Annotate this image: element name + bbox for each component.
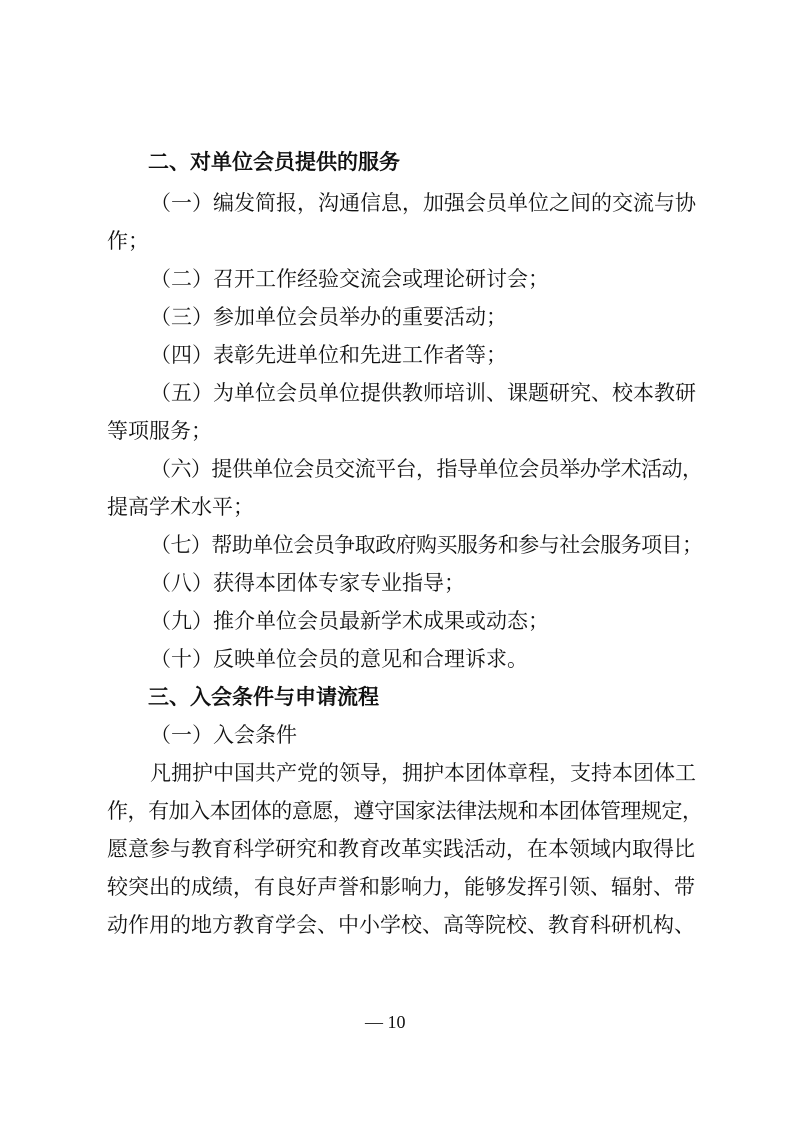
list-item-1: （一）编发简报，沟通信息，加强会员单位之间的交流与协 <box>150 191 696 215</box>
list-item-3: （三）参加单位会员举办的重要活动； <box>150 305 507 329</box>
list-item-5-continuation: 等项服务； <box>107 419 212 443</box>
list-item-8: （八）获得本团体专家专业指导； <box>150 571 465 595</box>
list-item-9: （九）推介单位会员最新学术成果或动态； <box>150 609 549 633</box>
list-item-6: （六）提供单位会员交流平台，指导单位会员举办学术活动， <box>150 457 703 481</box>
subsection-heading-conditions: （一）入会条件 <box>150 723 297 747</box>
list-item-5: （五）为单位会员单位提供教师培训、课题研究、校本教研 <box>150 381 696 405</box>
section-heading-services: 二、对单位会员提供的服务 <box>148 150 400 174</box>
paragraph-line-2: 作，有加入本团体的意愿，遵守国家法律法规和本团体管理规定， <box>107 799 703 823</box>
list-item-2: （二）召开工作经验交流会或理论研讨会； <box>150 267 549 291</box>
paragraph-line-1: 凡拥护中国共产党的领导，拥护本团体章程，支持本团体工 <box>150 761 696 785</box>
list-item-1-continuation: 作； <box>107 229 149 253</box>
list-item-7: （七）帮助单位会员争取政府购买服务和参与社会服务项目； <box>150 533 703 557</box>
section-heading-membership: 三、入会条件与申请流程 <box>148 685 379 709</box>
list-item-6-continuation: 提高学术水平； <box>107 495 254 519</box>
list-item-4: （四）表彰先进单位和先进工作者等； <box>150 343 507 367</box>
paragraph-line-5: 动作用的地方教育学会、中小学校、高等院校、教育科研机构、 <box>107 913 695 937</box>
paragraph-line-3: 愿意参与教育科学研究和教育改革实践活动，在本领域内取得比 <box>107 837 695 861</box>
paragraph-line-4: 较突出的成绩，有良好声誉和影响力，能够发挥引领、辐射、带 <box>107 875 695 899</box>
list-item-10: （十）反映单位会员的意见和合理诉求。 <box>150 647 528 671</box>
page-number: — 10 <box>365 1012 406 1032</box>
